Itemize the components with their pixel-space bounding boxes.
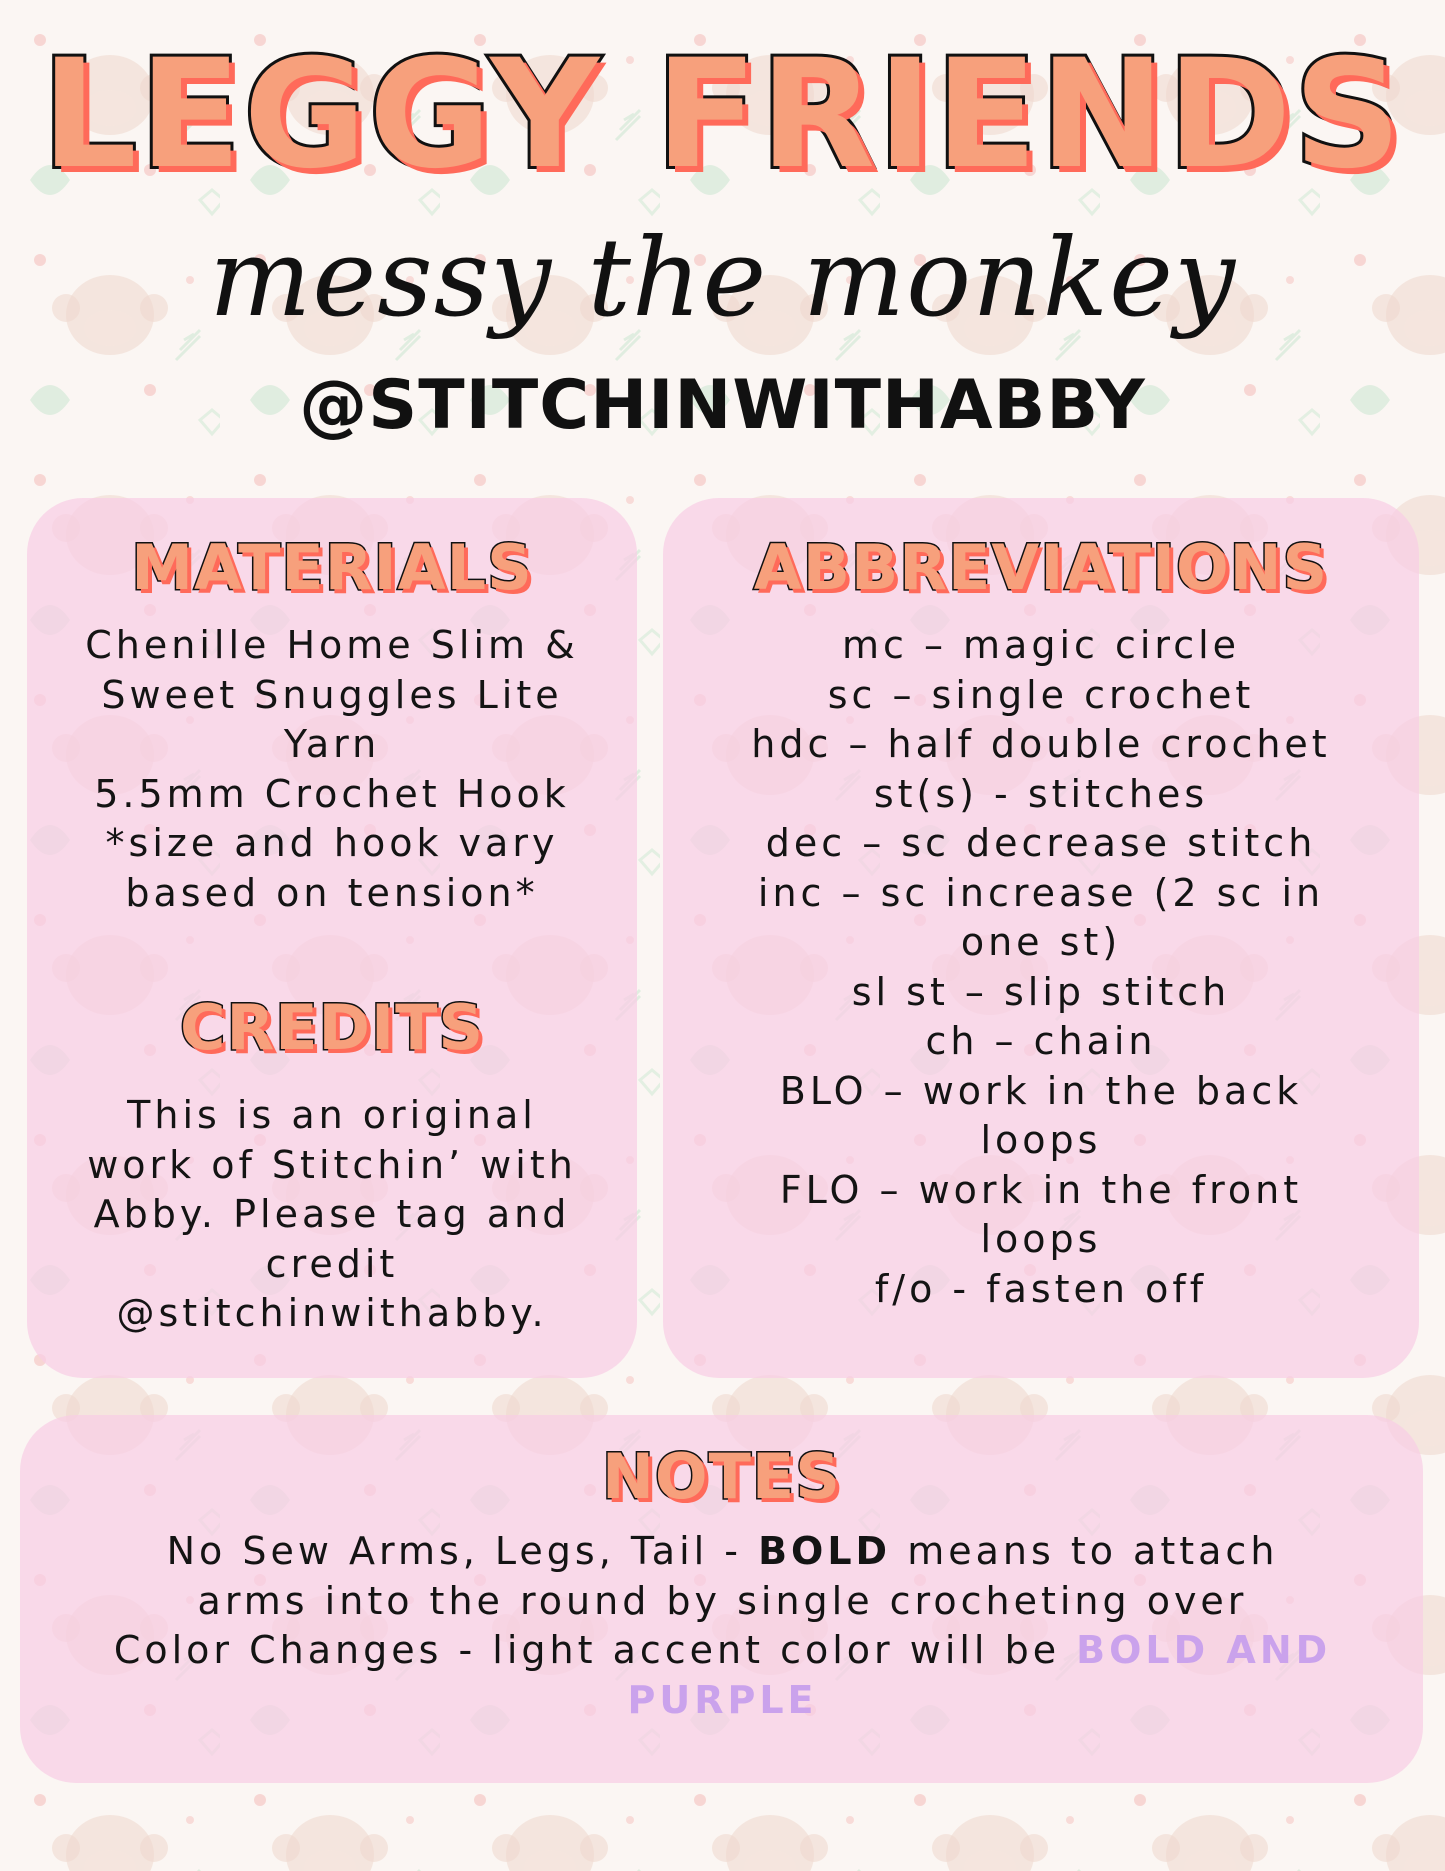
notes-heading: NOTES (602, 1440, 841, 1513)
credits-line: This is an original (127, 1093, 537, 1137)
abbreviation-line: f/o - fasten off (874, 1266, 1208, 1311)
materials-line: Yarn (283, 722, 381, 766)
materials-list (27, 621, 637, 918)
notes-bold-word: BOLD (758, 1529, 892, 1573)
abbreviation-line: loops (980, 1217, 1102, 1261)
abbreviation-line: BLO – work in the back (779, 1068, 1303, 1113)
materials-line: 5.5mm Crochet Hook (94, 771, 570, 816)
materials-heading: MATERIALS (131, 531, 533, 604)
abbreviation-line: mc – magic circle (841, 623, 1241, 667)
abbreviation-line: dec – sc decrease stitch (765, 821, 1317, 865)
materials-line: Chenille Home Slim & (85, 623, 579, 667)
abbreviation-line: ch – chain (925, 1019, 1157, 1063)
credits-line: Abby. Please tag and (93, 1192, 571, 1236)
credits-heading: CREDITS (179, 991, 485, 1064)
abbreviation-line: st(s) - stitches (873, 771, 1209, 816)
abbreviations-heading: ABBREVIATIONS (753, 531, 1329, 604)
abbreviation-line: hdc – half double crochet (751, 722, 1331, 766)
abbreviation-line: inc – sc increase (2 sc in (757, 870, 1325, 915)
abbreviation-line: FLO – work in the front (779, 1167, 1303, 1212)
notes-text-segment: means to attach (891, 1529, 1279, 1573)
abbreviation-line: one st) (960, 920, 1122, 964)
credits-text (27, 1091, 637, 1339)
author-handle: @STITCHINWITHABBY (299, 366, 1146, 445)
abbreviations-list (663, 621, 1419, 1314)
notes-text (0, 1527, 1445, 1725)
notes-purple-text: BOLD AND (1076, 1628, 1332, 1672)
materials-line: based on tension* (125, 870, 539, 915)
notes-purple-text: PURPLE (627, 1677, 818, 1722)
credits-line: @stitchinwithabby. (116, 1291, 548, 1335)
materials-line: Sweet Snuggles Lite (101, 672, 563, 717)
credits-line: credit (265, 1241, 399, 1286)
materials-line: *size and hook vary (105, 821, 559, 865)
notes-text-segment: Color Changes - light accent color will be (113, 1628, 1077, 1672)
notes-text-segment: No Sew Arms, Legs, Tail - (166, 1529, 759, 1573)
page-title: LEGGY FRIENDS (41, 28, 1404, 202)
notes-line: arms into the round by single crocheting over (197, 1578, 1248, 1623)
notes-line (0, 1527, 1445, 1577)
abbreviation-line: loops (980, 1118, 1102, 1162)
notes-line (0, 1626, 1445, 1676)
abbreviation-line: sc – single crochet (827, 672, 1255, 717)
credits-line: work of Stitchin’ with (87, 1142, 577, 1187)
abbreviation-line: sl st – slip stitch (851, 969, 1231, 1014)
page-subtitle: messy the monkey (208, 216, 1237, 341)
